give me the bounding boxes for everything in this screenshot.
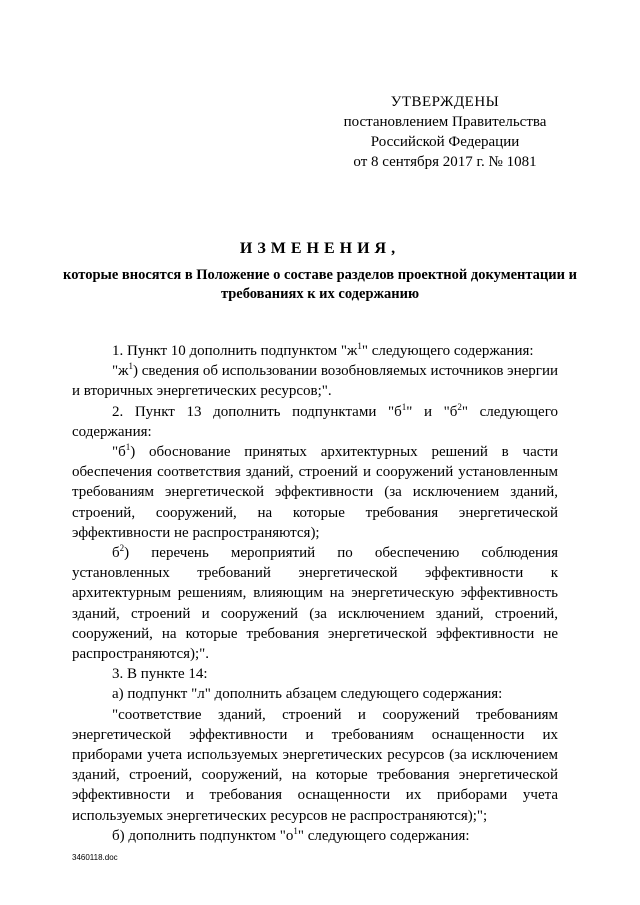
paragraph-6: 3. В пункте 14: [112,666,208,683]
paragraph-3: 2. Пункт 13 дополнить подпунктами "$б^1$" и "$б^2$" следующего содержания: [72,401,558,440]
document-title: ИЗМЕНЕНИЯ, [239,240,401,257]
footer-doc-id: 3460118.doc [72,853,118,862]
approval-line-1: постановлением Правительства [343,114,547,130]
paragraph-7: а) подпункт "л" дополнить абзацем следующего содержания: [112,686,503,703]
approval-block [330,92,560,172]
paragraph-4: "$б^1$) обоснование принятых архитектурных решений в части обеспечения соответствия зданий, строений и сооружений установленным требованиям энергетической эффективности (за исключением зданий, строений, сооружений, на которые требования энергетической эффективности не распространяются); [72,442,558,541]
approval-line-3: от 8 сентября 2017 г. № 1081 [353,154,537,170]
document-heading [60,240,580,304]
document-subtitle: которые вносятся в Положение о составе разделов проектной документации и требованиях к их содержанию [63,267,577,302]
approval-title: УТВЕРЖДЕНЫ [390,94,500,110]
paragraph-2: "$ж^1$) сведения об использовании возобновляемых источников энергии и вторичных энергетических ресурсов;". [72,361,558,400]
paragraph-1: 1. Пункт 10 дополнить подпунктом "$ж^1$" следующего содержания: [112,341,534,359]
paragraph-9: б) дополнить подпунктом "$о^1$" следующего содержания: [112,825,470,844]
paragraph-5: $б^2$) перечень мероприятий по обеспечению соблюдения установленных требований энергетической эффективности к архитектурным решениям, влияющим на энергетическую эффективность зданий, строений и сооружений (за исключением зданий, строений, сооружений, на которые требования энергетической эффективности не распространяются);". [72,543,558,663]
approval-line-2: Российской Федерации [370,134,520,150]
paragraph-8: "соответствие зданий, строений и сооружений требованиям энергетической эффективности и требованиям оснащенности их приборами учета используемых энергетических ресурсов (за исключением зданий, строений, сооружений, на которые требования энергетической эффективности и требования оснащенности их приборами учета используемых энергетических ресурсов не распространяются);"; [72,706,558,824]
document-body [72,341,558,846]
